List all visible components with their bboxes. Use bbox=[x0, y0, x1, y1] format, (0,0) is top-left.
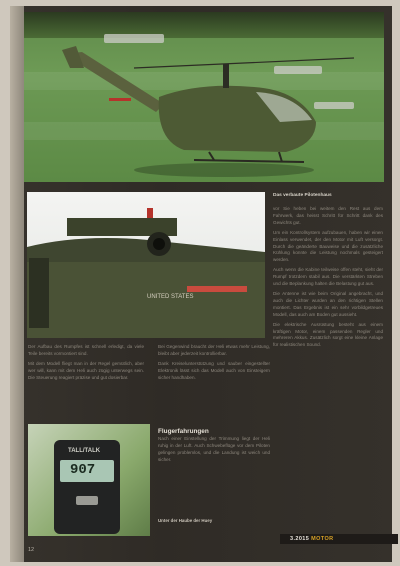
footer-label bbox=[290, 536, 334, 542]
page-binding-edge bbox=[10, 6, 24, 562]
paragraph: Die elektrische Ausrüstung besteht aus einem kräftigen Motor, einem passenden Regler und mehreren Akkus. Zusätzlich sorgt eine kleine Anlage für realistischen Sound. bbox=[273, 321, 383, 348]
paragraph: Auch wenn die Kabine teilweise offen steht, sieht der Rumpf trotzdem stabil aus. Die verstärkten Streben und die Beplankung halten die Belastung gut aus. bbox=[273, 267, 383, 287]
paragraph: Dank Kreiselunterstützung und sauber eingestellter Elektronik lässt sich das Modell auch von Einsteigern sicher handhaben. bbox=[158, 360, 270, 380]
section-heading: Flugerfahrungen bbox=[158, 428, 209, 435]
paragraph: Um ein Kontrollsystem aufzubauen, haben wir einen Einlass verwendet, der den Motor mit Luft versorgt. Durch die geänderte Bauweise und die zusätzliche Kühlung konnte die Leistung nochmals gesteigert werden. bbox=[273, 229, 383, 263]
helicopter-lawn-photo bbox=[24, 12, 384, 182]
footer-accent: MOTOR bbox=[311, 536, 334, 542]
magazine-page bbox=[10, 6, 392, 562]
paragraph: Die Antenne ist wie beim Original angebracht, und auch die Lichter wurden an den richtigen Stellen montiert. Das Ergebnis ist ein sehr vorbildgetreues Modell, das auch am Boden gut aussieht. bbox=[273, 290, 383, 317]
meter-brand-label: TALL/TALK bbox=[68, 448, 101, 454]
paragraph: Mit dem Modell fliegt man in der Regel gemütlich, aber wer will, kann mit dem Heli auch zügig unterwegs sein. Die Steuerung reagiert präzise und gut dosierbar. bbox=[28, 360, 144, 380]
caption-top: Das verbaute Pilotenhaus bbox=[273, 193, 332, 198]
meter-display: 907 bbox=[70, 462, 96, 478]
text-column-right bbox=[273, 206, 383, 352]
paragraph: vor Sie heben bei weitem den Rest aus dem Fahrwerk, das heisst Schritt für Schritt dank des Gewichts gut. bbox=[273, 206, 383, 225]
page-number: 12 bbox=[28, 547, 35, 553]
text-column-middle bbox=[158, 344, 270, 385]
telemetry-meter-photo bbox=[28, 424, 150, 536]
caption-bottom: Unter der Haube der Huey bbox=[158, 518, 213, 523]
paragraph: Nach einer Einstellung der Trimmung liegt der Heli ruhig in der Luft. Auch Schwebeflüge vor dem Piloten gelingen problemlos, und die Landung ist weich und sicher. bbox=[158, 436, 270, 462]
text-column-middle-lower bbox=[158, 436, 270, 467]
helicopter-closeup bbox=[27, 192, 265, 338]
helicopter-closeup-photo bbox=[27, 192, 265, 338]
text-column-left bbox=[28, 344, 144, 385]
helicopter-illustration bbox=[24, 12, 384, 182]
paragraph: Bei Gegenwind braucht der Heli etwas mehr Leistung, bleibt aber jederzeit kontrollierbar. bbox=[158, 344, 270, 356]
closeup-marking: UNITED STATES bbox=[147, 294, 194, 300]
paragraph: Der Aufbau des Rumpfes ist schnell erledigt, da viele Teile bereits vormontiert sind. bbox=[28, 344, 144, 356]
footer-prefix: 3.2015 bbox=[290, 536, 310, 542]
